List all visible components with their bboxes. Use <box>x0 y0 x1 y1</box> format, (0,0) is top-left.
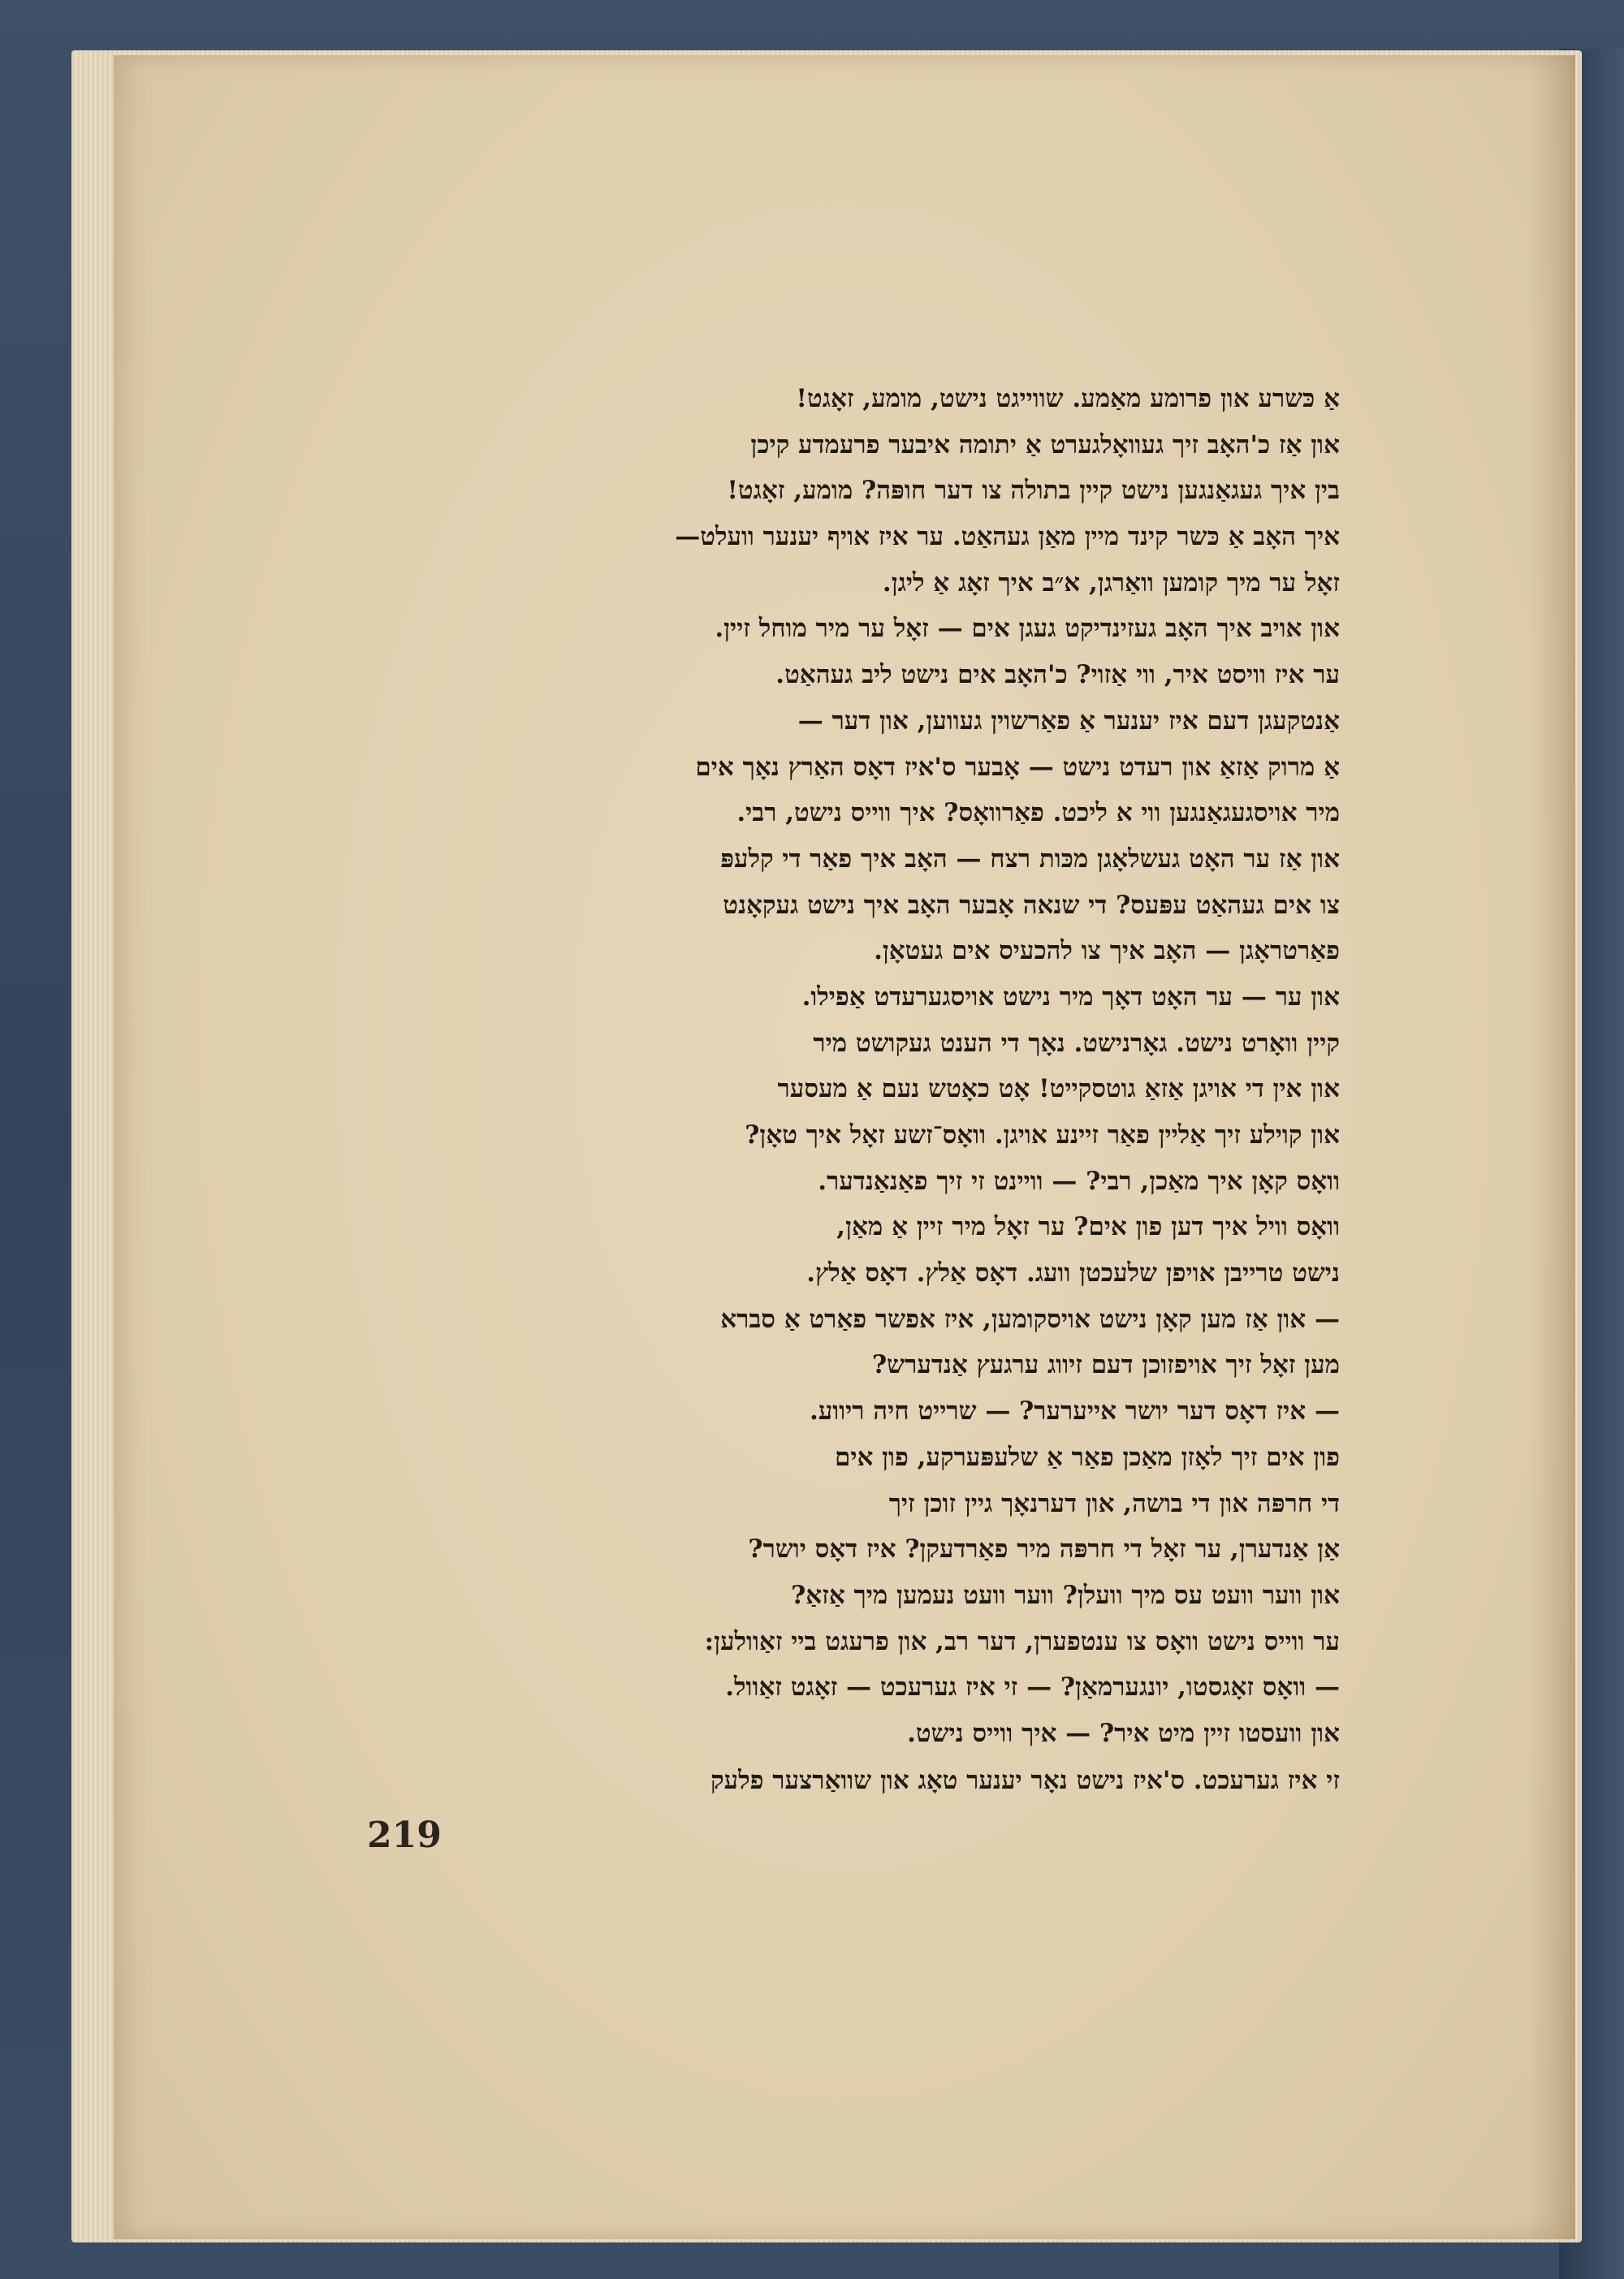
text-line: — וואָס זאָגסטו, יונגערמאַן? — זי איז גערעכט — זאָגט זאַוול. <box>725 1673 1340 1703</box>
text-line: ער ווייס נישט וואָס צו ענטפערן, דער רב, און פרעגט ביי זאַוולען: <box>704 1626 1340 1656</box>
text-line: און אַז כ'האָב זיך געוואָלגערט אַ יתומה איבער פרעמדע קיכן <box>750 429 1340 460</box>
text-line: נישט טרייבן אויפן שלעכטן וועג. דאָס אַלץ. דאָס אַלץ. <box>806 1258 1340 1288</box>
text-line: מיר אויסגעגאַנגען ווי א ליכט. פאַרוואָס? איך ווייס נישט, רבי. <box>736 798 1340 828</box>
text-line: אַנטקעגן דעם איז יענער אַ פאַרשוין געווען, און דער — <box>797 706 1340 736</box>
text-line: זאָל ער מיך קומען וואַרגן, א״ב איך זאָג אַ ליגן. <box>882 568 1340 598</box>
text-line: און וועסטו זיין מיט איר? — איך ווייס נישט. <box>907 1718 1340 1748</box>
text-line: און אַז ער האָט געשלאָגן מכּות רצח — האָב איך פאַר די קלעפּ <box>720 844 1340 874</box>
page-gutter <box>1527 55 1575 2239</box>
text-line: — איז דאָס דער יושר אייערער? — שרייט חיה ריווע. <box>809 1396 1340 1427</box>
text-line: מען זאָל זיך אויפזוכן דעם זיווג ערגעץ אַנדערש? <box>871 1350 1340 1380</box>
text-line: אַ מרוק אַזאַ און רעדט נישט — אָבער ס'איז דאָס האַרץ נאָך אים <box>695 752 1340 782</box>
text-line: די חרפּה און די בושה, און דערנאָך גיין זוכן זיך <box>888 1488 1340 1518</box>
text-line: פאַרטראָגן — האָב איך צו להכעיס אים געטאָן. <box>874 936 1340 966</box>
text-line: אַ כּשרע און פרומע מאַמע. שווייגט נישט, מומע, זאָגט! <box>796 384 1340 413</box>
text-line: בין איך געגאַנגען נישט קיין בתולה צו דער חופּה? מומע, זאָגט! <box>727 476 1340 506</box>
text-line: אַן אַנדערן, ער זאָל די חרפּה מיר פאַרדעקן? איז דאָס יושר? <box>748 1534 1340 1565</box>
paragraph-start-line: זי איז גערעכט. ס'איז נישט נאָר יענער טאָג און שוואַרצער פלעק <box>710 1766 1340 1795</box>
text-line: איך האָב אַ כּשר קינד מיין מאַן געהאַט. ער איז אויף יענער וועלט— <box>675 522 1340 552</box>
page-number: 219 <box>367 1815 442 1856</box>
text-line: און אויב איך האָב געזינדיקט געגן אים — זאָל ער מיר מוחל זיין. <box>715 614 1340 644</box>
text-line: וואָס קאָן איך מאַכן, רבי? — וויינט זי זיך פאַנאַנדער. <box>818 1166 1340 1196</box>
text-line: ער איז וויסט איר, ווי אַזוי? כ'האָב אים נישט ליב געהאַט. <box>775 660 1340 690</box>
text-line: וואָס וויל איך דען פון אים? ער זאָל מיר זיין אַ מאַן, <box>836 1212 1340 1242</box>
text-line: און ווער וועט עס מיך וועלן? ווער וועט נעמען מיך אַזאַ? <box>791 1580 1340 1610</box>
text-line: קיין וואָרט נישט. גאָרנישט. נאָך די הענט געקושט מיר <box>813 1028 1340 1058</box>
text-line: און קוילע זיך אַליין פאַר זיינע אויגן. וואָס־זשע זאָל איך טאָן? <box>745 1120 1340 1150</box>
text-line: פון אים זיך לאָזן מאַכן פאַר אַ שלעפּערקע, פון אים <box>834 1442 1340 1472</box>
text-line: — און אַז מען קאָן נישט אויסקומען, איז אפשר פאַרט אַ סברא <box>720 1304 1340 1334</box>
text-line: און אין די אויגן אַזאַ גוטסקייט! אָט כאָטש נעם אַ מעסער <box>777 1074 1340 1104</box>
text-line: צו אים געהאַט עפּעס? די שנאה אָבער האָב איך נישט געקאָנט <box>723 890 1340 920</box>
body-text <box>390 376 1340 1757</box>
text-line: און ער — ער האָט דאָך מיר נישט אויסגערעדט אַפילו. <box>801 982 1340 1012</box>
